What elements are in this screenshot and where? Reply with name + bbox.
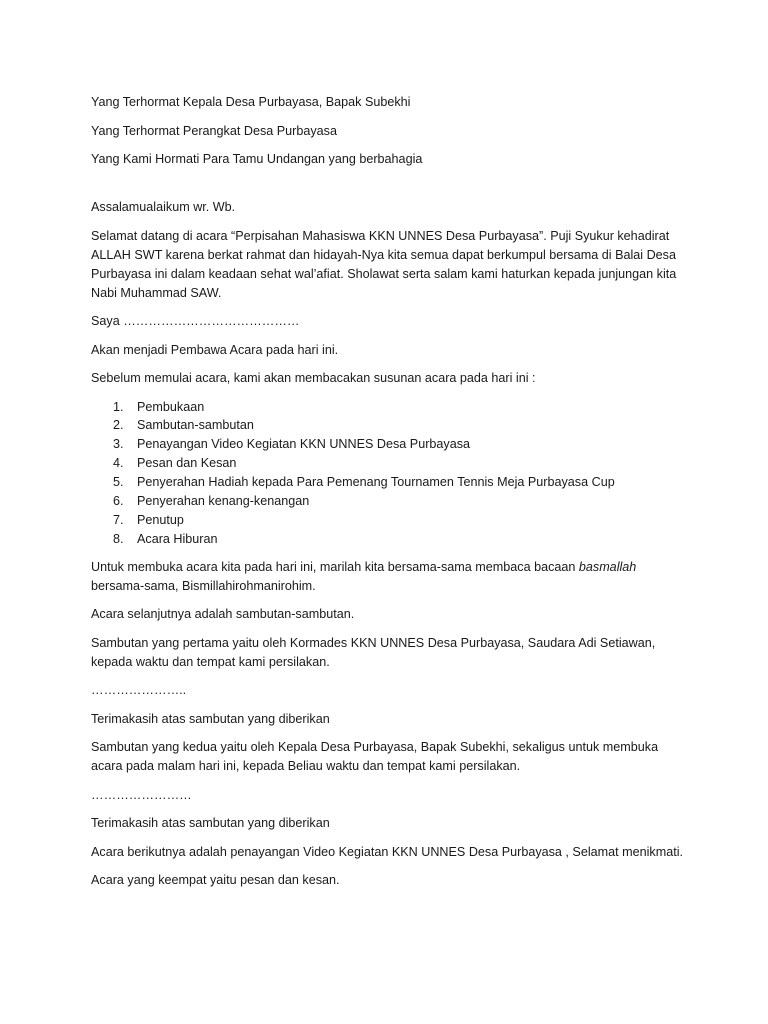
- agenda-item: [91, 435, 691, 454]
- sambutan-pertama-paragraph: Sambutan yang pertama yaitu oleh Kormades KKN UNNES Desa Purbayasa, Saudara Adi Setiawan, kepada waktu dan tempat kami persilakan.: [91, 635, 656, 669]
- agenda-item-number: 2.: [113, 418, 124, 433]
- greeting-kepala-desa: Yang Terhormat Kepala Desa Purbayasa, Bapak Subekhi: [91, 95, 411, 109]
- dots-placeholder-2: ……………………: [91, 787, 192, 802]
- agenda-item: [91, 492, 691, 511]
- agenda-item-text: Pesan dan Kesan: [137, 456, 237, 471]
- agenda-item-text: Penyerahan kenang-kenangan: [137, 494, 310, 509]
- greeting-tamu-undangan: Yang Kami Hormati Para Tamu Undangan yang berbahagia: [91, 152, 423, 166]
- agenda-item-number: 6.: [113, 494, 124, 509]
- greeting-perangkat-desa: Yang Terhormat Perangkat Desa Purbayasa: [91, 123, 337, 138]
- agenda-item-text: Acara Hiburan: [137, 531, 218, 546]
- agenda-item: [91, 530, 691, 549]
- agenda-item-number: 5.: [113, 475, 124, 490]
- mc-paragraph: Akan menjadi Pembawa Acara pada hari ini.: [91, 342, 339, 357]
- agenda-item-number: 1.: [113, 399, 124, 414]
- agenda-item-number: 8.: [113, 531, 124, 546]
- agenda-list: [91, 398, 691, 549]
- agenda-item-text: Penayangan Video Kegiatan KKN UNNES Desa Purbayasa: [137, 437, 471, 452]
- basmallah-text-before: Untuk membuka acara kita pada hari ini, marilah kita bersama-sama membaca bacaan: [91, 559, 579, 574]
- agenda-item-number: 7.: [113, 512, 124, 527]
- agenda-item-text: Sambutan-sambutan: [137, 418, 254, 433]
- agenda-item: [91, 398, 691, 417]
- agenda-item-text: Penyerahan Hadiah kepada Para Pemenang Tournamen Tennis Meja Purbayasa Cup: [137, 475, 615, 490]
- next-sambutan-paragraph: Acara selanjutnya adalah sambutan-sambutan.: [91, 607, 355, 622]
- agenda-item-number: 3.: [113, 437, 124, 452]
- agenda-item-number: 4.: [113, 456, 124, 471]
- dots-placeholder-1: …………………..: [91, 683, 187, 698]
- agenda-item: [91, 416, 691, 435]
- agenda-item: [91, 511, 691, 530]
- saya-line: Saya ……………………………………: [91, 314, 300, 328]
- document-body: [91, 93, 691, 900]
- agenda-intro: Sebelum memulai acara, kami akan membacakan susunan acara pada hari ini :: [91, 371, 536, 385]
- agenda-item: [91, 473, 691, 492]
- agenda-item-text: Penutup: [137, 512, 184, 527]
- basmallah-italic: basmallah: [578, 559, 637, 574]
- basmallah-text-after: bersama-sama, Bismillahirohmanirohim.: [91, 578, 316, 593]
- basmallah-paragraph: [91, 558, 691, 596]
- thanks-paragraph-2: Terimakasih atas sambutan yang diberikan: [91, 816, 330, 831]
- pesan-kesan-paragraph: Acara yang keempat yaitu pesan dan kesan.: [91, 873, 340, 888]
- agenda-item: [91, 454, 691, 473]
- salam-paragraph: Assalamualaikum wr. Wb.: [91, 200, 236, 214]
- opening-paragraph: Selamat datang di acara “Perpisahan Mahasiswa KKN UNNES Desa Purbayasa”. Puji Syukur kehadirat ALLAH SWT karena berkat rahmat dan hidayah-Nya kita semua dapat berkumpul bersama di Balai Desa Purbayasa ini dalam keadaan sehat wal’afiat. Sholawat serta salam kami haturkan kepada junjungan kita Nabi Muhammad SAW.: [91, 228, 677, 300]
- video-paragraph: Acara berikutnya adalah penayangan Video Kegiatan KKN UNNES Desa Purbayasa , Selamat menikmati.: [91, 844, 684, 859]
- sambutan-kedua-paragraph: Sambutan yang kedua yaitu oleh Kepala Desa Purbayasa, Bapak Subekhi, sekaligus untuk membuka acara pada malam hari ini, kepada Beliau waktu dan tempat kami persilakan.: [91, 740, 659, 774]
- agenda-item-text: Pembukaan: [137, 399, 205, 414]
- thanks-paragraph-1: Terimakasih atas sambutan yang diberikan: [91, 711, 330, 726]
